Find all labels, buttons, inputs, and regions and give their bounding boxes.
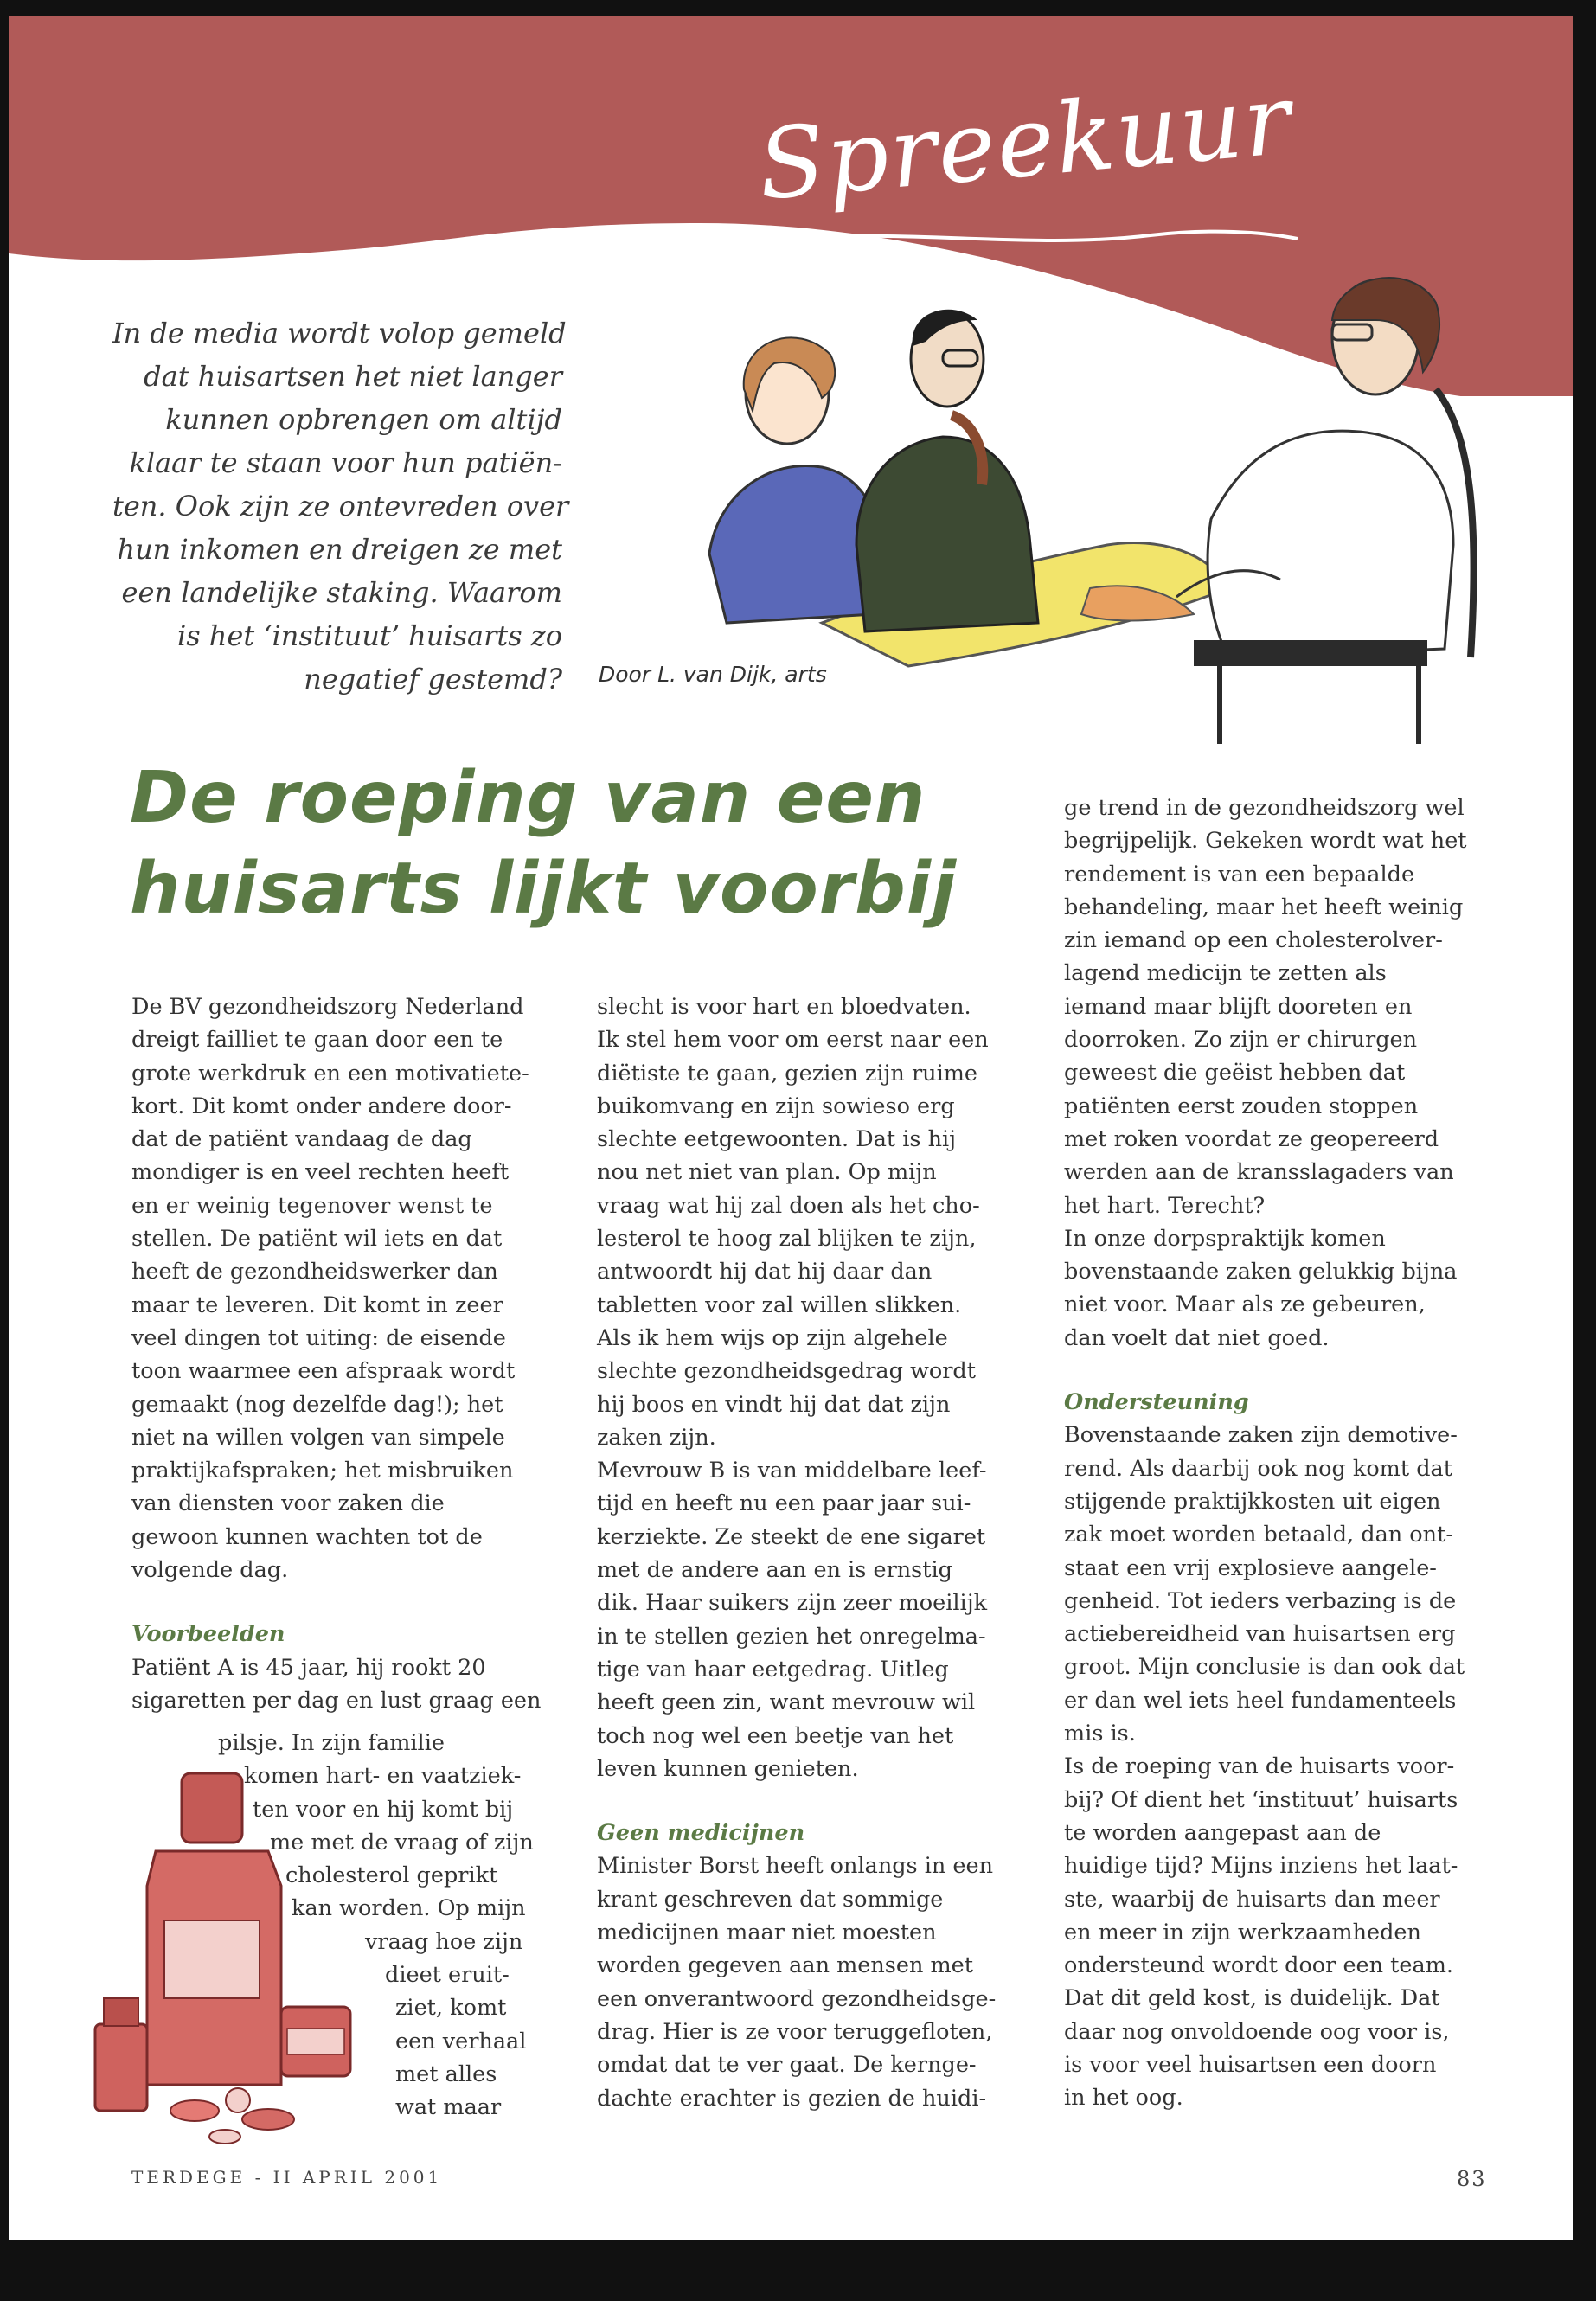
text-line: ondersteund wordt door een team. bbox=[1064, 1952, 1453, 1979]
paragraph-conclusion bbox=[1064, 1419, 1497, 2114]
text-line: met de andere aan en is ernstig bbox=[597, 1557, 952, 1584]
pill bbox=[209, 2130, 240, 2144]
text-line: heeft de gezondheidswerker dan bbox=[131, 1259, 498, 1285]
text-line: sigaretten per dag en lust graag een bbox=[131, 1687, 542, 1714]
intro-line: is het ‘instituut’ huisarts zo bbox=[176, 619, 562, 652]
author-byline: Door L. van Dijk, arts bbox=[599, 662, 827, 687]
text-line: actiebereidheid van huisartsen erg bbox=[1064, 1621, 1456, 1648]
text-line: rend. Als daarbij ook nog komt dat bbox=[1064, 1455, 1452, 1482]
text-line: zaken zijn. bbox=[597, 1424, 716, 1451]
text-line: pilsje. In zijn familie bbox=[218, 1730, 445, 1756]
doctor-coat bbox=[1208, 431, 1453, 657]
medicine-bottles-illustration bbox=[87, 1756, 372, 2145]
text-line: ten voor en hij komt bij bbox=[253, 1796, 514, 1823]
text-line: toon waarmee een afspraak wordt bbox=[131, 1358, 516, 1385]
publication-footer: TERDEGE - II APRIL 2001 bbox=[131, 2167, 443, 2188]
text-line: Bovenstaande zaken zijn demotive- bbox=[1064, 1422, 1458, 1449]
text-line: worden gegeven aan mensen met bbox=[597, 1952, 974, 1979]
text-line: krant geschreven dat sommige bbox=[597, 1886, 944, 1913]
man-body bbox=[856, 437, 1038, 631]
bottle-cap bbox=[182, 1773, 242, 1843]
text-line: slecht is voor hart en bloedvaten. bbox=[597, 994, 971, 1020]
text-line: buikomvang en zijn sowieso erg bbox=[597, 1093, 955, 1119]
article-column-2 bbox=[597, 990, 1029, 2115]
text-line: tabletten voor zal willen slikken. bbox=[597, 1292, 962, 1318]
intro-line: negatief gestemd? bbox=[304, 663, 562, 695]
text-line: van diensten voor zaken die bbox=[131, 1490, 445, 1517]
text-line: Dat dit geld kost, is duidelijk. Dat bbox=[1064, 1985, 1440, 2012]
intro-paragraph bbox=[112, 311, 569, 701]
text-line: en meer in zijn werkzaamheden bbox=[1064, 1919, 1421, 1945]
text-line: stellen. De patiënt wil iets en dat bbox=[131, 1226, 503, 1253]
text-line: in het oog. bbox=[1064, 2085, 1183, 2112]
intro-line: hun inkomen en dreigen ze met bbox=[117, 533, 562, 566]
scan-border-top bbox=[0, 0, 1596, 16]
paragraph-minister bbox=[597, 1849, 1029, 2114]
text-line: rendement is van een bepaalde bbox=[1064, 861, 1415, 888]
text-line: Mevrouw B is van middelbare leef- bbox=[597, 1458, 987, 1484]
text-line: slechte eetgewoonten. Dat is hij bbox=[597, 1126, 957, 1153]
paragraph-trend bbox=[1064, 792, 1497, 1355]
text-line: dat de patiënt vandaag de dag bbox=[131, 1126, 472, 1153]
text-line: werden aan de kransslagaders van bbox=[1064, 1159, 1454, 1186]
text-line: Patiënt A is 45 jaar, hij rookt 20 bbox=[131, 1654, 486, 1681]
text-line: heeft geen zin, want mevrouw wil bbox=[597, 1689, 976, 1716]
intro-line: ten. Ook zijn ze ontevreden over bbox=[112, 490, 569, 522]
text-line: te worden aangepast aan de bbox=[1064, 1819, 1381, 1846]
paragraph-patients bbox=[597, 990, 1029, 1785]
text-line: groot. Mijn conclusie is dan ook dat bbox=[1064, 1654, 1465, 1681]
text-line: zak moet worden betaald, dan ont- bbox=[1064, 1522, 1453, 1548]
headline-line-2: huisarts lijkt voorbij bbox=[130, 848, 958, 930]
text-line: kan worden. Op mijn bbox=[292, 1895, 526, 1922]
text-line: tijd en heeft nu een paar jaar sui- bbox=[597, 1490, 971, 1517]
article-column-1 bbox=[131, 990, 564, 1717]
subheading-voorbeelden: Voorbeelden bbox=[131, 1621, 285, 1648]
text-line: veel dingen tot uiting: de eisende bbox=[131, 1324, 506, 1351]
text-line: er dan wel iets heel fundamenteels bbox=[1064, 1687, 1457, 1714]
text-line: lagend medicijn te zetten als bbox=[1064, 960, 1387, 987]
text-line: patiënten eerst zouden stoppen bbox=[1064, 1093, 1419, 1119]
text-line: Als ik hem wijs op zijn algehele bbox=[597, 1324, 948, 1351]
article-headline bbox=[130, 753, 958, 934]
pill bbox=[242, 2109, 294, 2130]
text-line: dan voelt dat niet goed. bbox=[1064, 1324, 1330, 1351]
text-line: is voor veel huisartsen een doorn bbox=[1064, 2051, 1437, 2078]
text-line: omdat dat te ver gaat. De kernge- bbox=[597, 2052, 977, 2079]
text-line: in te stellen gezien het onregelma- bbox=[597, 1623, 986, 1650]
text-line: bij? Of dient het ‘instituut’ huisarts bbox=[1064, 1786, 1458, 1813]
text-line: me met de vraag of zijn bbox=[270, 1829, 534, 1856]
text-line: genheid. Tot ieders verbazing is de bbox=[1064, 1587, 1457, 1614]
intro-line: dat huisartsen het niet langer bbox=[144, 360, 562, 393]
text-line: stijgende praktijkkosten uit eigen bbox=[1064, 1488, 1441, 1515]
text-line: diëtiste te gaan, gezien zijn ruime bbox=[597, 1060, 977, 1086]
subheading-geen-medicijnen: Geen medicijnen bbox=[597, 1820, 805, 1847]
chair bbox=[1194, 640, 1427, 666]
text-line: vraag wat hij zal doen als het cho- bbox=[597, 1192, 980, 1219]
text-line: Ik stel hem voor om eerst naar een bbox=[597, 1027, 989, 1054]
text-line: mondiger is en veel rechten heeft bbox=[131, 1159, 510, 1186]
text-line: ste, waarbij de huisarts dan meer bbox=[1064, 1886, 1440, 1913]
intro-line: kunnen opbrengen om altijd bbox=[165, 403, 562, 436]
text-line: staat een vrij explosieve aangele- bbox=[1064, 1554, 1437, 1581]
scan-border-left bbox=[0, 0, 9, 2301]
scan-border-bottom bbox=[0, 2240, 1596, 2301]
text-line: In onze dorpspraktijk komen bbox=[1064, 1225, 1386, 1252]
text-line: dieet eruit- bbox=[385, 1962, 510, 1989]
text-line: toch nog wel een beetje van het bbox=[597, 1722, 954, 1749]
text-line: cholesterol geprikt bbox=[285, 1862, 498, 1889]
intro-line: In de media wordt volop gemeld bbox=[112, 317, 567, 349]
text-line: een onverantwoord gezondheidsge- bbox=[597, 1985, 997, 2012]
text-line: Is de roeping van de huisarts voor- bbox=[1064, 1753, 1455, 1780]
subheading-ondersteuning: Ondersteuning bbox=[1064, 1389, 1249, 1416]
text-line: vraag hoe zijn bbox=[365, 1928, 523, 1955]
text-line: wat maar bbox=[395, 2094, 502, 2121]
text-line: dachte erachter is gezien de huidi- bbox=[597, 2085, 987, 2112]
text-line: kort. Dit komt onder andere door- bbox=[131, 1093, 512, 1119]
intro-line: een landelijke staking. Waarom bbox=[121, 576, 562, 609]
text-line: zin iemand op een cholesterolver- bbox=[1064, 927, 1443, 954]
text-line: Minister Borst heeft onlangs in een bbox=[597, 1853, 994, 1880]
text-line: praktijkafspraken; het misbruiken bbox=[131, 1458, 514, 1484]
text-line: mis is. bbox=[1064, 1721, 1136, 1747]
text-line: geweest die geëist hebben dat bbox=[1064, 1060, 1406, 1086]
text-line: doorroken. Zo zijn er chirurgen bbox=[1064, 1027, 1418, 1054]
text-line: drag. Hier is ze voor teruggefloten, bbox=[597, 2018, 993, 2045]
text-line: lesterol te hoog zal blijken te zijn, bbox=[597, 1226, 977, 1253]
scan-border-right bbox=[1573, 0, 1596, 2301]
headline-line-1: De roeping van een bbox=[130, 757, 926, 839]
text-line: behandeling, maar het heeft weinig bbox=[1064, 894, 1464, 920]
text-line: gewoon kunnen wachten tot de bbox=[131, 1523, 483, 1550]
text-line: tige van haar eetgedrag. Uitleg bbox=[597, 1656, 949, 1682]
text-line: medicijnen maar niet moesten bbox=[597, 1920, 937, 1946]
intro-line: klaar te staan voor hun patiën- bbox=[129, 446, 562, 479]
paragraph-intro bbox=[131, 990, 564, 1586]
text-line: ziet, komt bbox=[395, 1995, 507, 2022]
text-line: ge trend in de gezondheidszorg wel bbox=[1064, 795, 1465, 821]
text-line: daar nog onvoldoende oog voor is, bbox=[1064, 2018, 1450, 2045]
pill bbox=[226, 2088, 250, 2112]
text-line: huidige tijd? Mijns inziens het laat- bbox=[1064, 1853, 1458, 1880]
text-line: met alles bbox=[395, 2061, 497, 2087]
text-line: nou net niet van plan. Op mijn bbox=[597, 1159, 937, 1186]
masthead-title: Spreekuur bbox=[753, 63, 1297, 222]
text-line: De BV gezondheidszorg Nederland bbox=[131, 994, 524, 1020]
text-line: en er weinig tegenover wenst te bbox=[131, 1192, 493, 1219]
text-line: begrijpelijk. Gekeken wordt wat het bbox=[1064, 828, 1467, 855]
text-line: dreigt failliet te gaan door een te bbox=[131, 1027, 503, 1054]
masthead-underline bbox=[761, 216, 1315, 260]
text-line: kerziekte. Ze steekt de ene sigaret bbox=[597, 1523, 986, 1550]
paragraph-patient-a bbox=[131, 1651, 564, 1718]
text-line: leven kunnen genieten. bbox=[597, 1755, 859, 1782]
small-bottle bbox=[95, 2024, 147, 2111]
article-column-3 bbox=[1064, 792, 1497, 2115]
text-line: maar te leveren. Dit komt in zeer bbox=[131, 1292, 503, 1318]
text-line: slechte gezondheidsgedrag wordt bbox=[597, 1358, 977, 1385]
text-line: komen hart- en vaatziek- bbox=[244, 1763, 522, 1790]
text-line: een verhaal bbox=[395, 2028, 527, 2054]
text-line: met roken voordat ze geopereerd bbox=[1064, 1125, 1439, 1152]
pill bbox=[170, 2100, 219, 2121]
text-line: het hart. Terecht? bbox=[1064, 1192, 1266, 1219]
text-line: niet na willen volgen van simpele bbox=[131, 1424, 505, 1451]
text-line: volgende dag. bbox=[131, 1557, 289, 1584]
text-line: gemaakt (nog dezelfde dag!); het bbox=[131, 1391, 503, 1418]
text-line: dik. Haar suikers zijn zeer moeilijk bbox=[597, 1590, 988, 1617]
text-line: niet voor. Maar als ze gebeuren, bbox=[1064, 1292, 1426, 1318]
text-line: grote werkdruk en een motivatiete- bbox=[131, 1060, 529, 1086]
text-line: antwoordt hij dat hij daar dan bbox=[597, 1259, 933, 1285]
page-number: 83 bbox=[1457, 2167, 1487, 2191]
text-line: iemand maar blijft dooreten en bbox=[1064, 993, 1413, 1020]
text-line: bovenstaande zaken gelukkig bijna bbox=[1064, 1259, 1458, 1285]
text-line: hij boos en vindt hij dat dat zijn bbox=[597, 1391, 951, 1418]
